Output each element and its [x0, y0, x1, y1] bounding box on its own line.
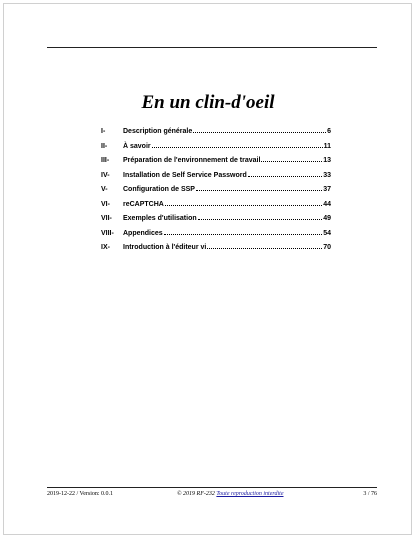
- toc-dot-leader: [198, 214, 323, 220]
- toc-dot-leader: [207, 243, 322, 249]
- toc-entry[interactable]: [101, 185, 331, 200]
- toc-entry-page: 13: [323, 157, 331, 164]
- toc-dot-leader: [164, 229, 323, 235]
- toc-dot-leader: [193, 127, 326, 133]
- toc-entry-title: reCAPTCHA: [123, 200, 164, 208]
- document-page: [4, 4, 411, 534]
- toc-entry[interactable]: [101, 214, 331, 229]
- toc-entry-title: Exemples d'utilisation: [123, 215, 197, 222]
- table-of-contents: [101, 127, 331, 258]
- toc-entry-page: 54: [323, 229, 331, 237]
- toc-entry-number: VIII-: [101, 229, 114, 237]
- toc-entry[interactable]: [101, 156, 331, 171]
- footer-copyright: © 2019 RF-232: [177, 491, 217, 497]
- toc-entry[interactable]: [101, 243, 331, 258]
- toc-entry-page: 6: [327, 128, 331, 135]
- footer-copyright-block: [177, 491, 284, 497]
- toc-entry-title: Installation de Self Service Password: [123, 171, 247, 179]
- header-rule: [47, 47, 377, 48]
- toc-entry-number: V-: [101, 186, 108, 193]
- toc-dot-leader: [248, 171, 322, 177]
- toc-entry-number: IV-: [101, 171, 110, 179]
- toc-dot-leader: [261, 156, 322, 162]
- toc-entry-title: À savoir: [123, 142, 151, 150]
- toc-entry[interactable]: [101, 171, 331, 186]
- toc-entry-page: 33: [323, 171, 331, 179]
- footer-reproduction-link[interactable]: Toute reproduction interdite: [216, 491, 284, 497]
- footer-rule: [47, 487, 377, 488]
- toc-entry[interactable]: [101, 142, 331, 157]
- toc-entry[interactable]: [101, 200, 331, 215]
- toc-entry[interactable]: [101, 229, 331, 244]
- toc-entry[interactable]: [101, 127, 331, 142]
- toc-entry-number: I-: [101, 128, 106, 135]
- footer-date-version: 2019-12-22 / Version: 0.0.1: [47, 491, 114, 497]
- footer-page-number: 3 / 76: [363, 491, 377, 497]
- toc-entry-title: Configuration de SSP: [123, 186, 195, 193]
- toc-entry-page: 37: [323, 186, 331, 193]
- toc-entry-title: Préparation de l'environnement de travail: [123, 157, 261, 164]
- toc-entry-page: 11: [323, 142, 331, 150]
- toc-entry-number: III-: [101, 157, 110, 164]
- toc-entry-number: IX-: [101, 244, 110, 251]
- toc-entry-page: 49: [323, 215, 331, 222]
- toc-entry-page: 70: [323, 244, 331, 251]
- toc-entry-title: Appendices: [123, 229, 163, 237]
- toc-dot-leader: [196, 185, 322, 191]
- toc-dot-leader: [165, 200, 322, 206]
- toc-entry-title: Description générale: [123, 128, 193, 135]
- toc-entry-number: VII-: [101, 215, 112, 222]
- toc-entry-title: Introduction à l'éditeur vi: [123, 244, 207, 251]
- toc-dot-leader: [152, 142, 323, 148]
- toc-entry-number: II-: [101, 142, 108, 150]
- page-title: En un clin-d'oeil: [141, 92, 275, 113]
- toc-entry-page: 44: [323, 200, 331, 208]
- toc-entry-number: VI-: [101, 200, 110, 208]
